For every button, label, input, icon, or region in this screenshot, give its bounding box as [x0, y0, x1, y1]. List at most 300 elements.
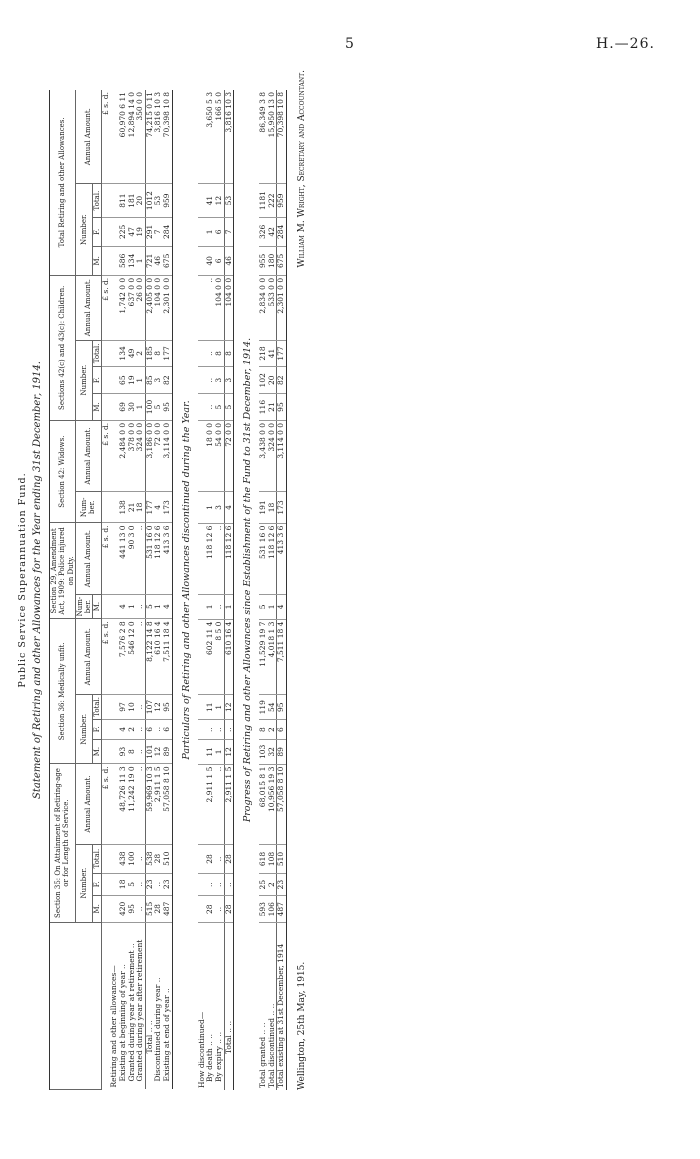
header-number: Number. — [75, 695, 92, 764]
table-cell: 593 — [259, 896, 268, 923]
table-cell: 53 — [154, 184, 163, 217]
table-cell: .. — [136, 844, 145, 873]
money-units: £ s. d. — [101, 275, 110, 340]
header-number: Num-ber. — [75, 594, 92, 619]
table-cell: 11 — [206, 695, 215, 720]
table-cell: 12 — [224, 695, 234, 720]
table-cell: 3,114 0 0 — [277, 420, 287, 491]
table-cell: 510 — [277, 844, 287, 873]
table-cell: 5 — [224, 394, 234, 421]
table-cell: 2,911 1 5 — [206, 764, 215, 844]
table-cell: 46 — [224, 246, 234, 275]
table-cell: .. — [154, 719, 163, 739]
table-cell: .. — [215, 595, 224, 620]
table-cell: 12 — [215, 184, 224, 217]
table-cell: 18 0 0 — [206, 420, 215, 491]
header-annual-amount: Annual Amount. — [75, 90, 101, 184]
header-m: M. — [92, 739, 101, 764]
table-cell: .. — [206, 367, 215, 394]
table-cell: .. — [206, 874, 215, 896]
table-row — [154, 90, 163, 1090]
row-label: Total .. .. — [145, 922, 154, 1089]
table-cell: .. — [215, 523, 224, 594]
table-cell: 177 — [163, 340, 172, 367]
table-cell: 104 0 0 — [224, 275, 234, 340]
table-cell: .. — [206, 275, 215, 340]
table-cell: 59,969 10 3 — [145, 764, 154, 844]
table-cell: 3,650 5 3 — [206, 90, 215, 184]
table-cell: 3 — [215, 367, 224, 394]
table-row — [163, 90, 172, 1090]
table-cell: 291 — [145, 217, 154, 246]
table-row — [145, 90, 154, 1090]
table-cell: 85 — [145, 367, 154, 394]
table-cell: 53 — [224, 184, 234, 217]
table-cell: 89 — [277, 740, 287, 765]
table-cell: 2,405 0 0 — [145, 275, 154, 340]
table-cell: 218 — [259, 340, 268, 367]
table-cell: 90 3 0 — [128, 523, 137, 594]
table-cell: 82 — [277, 367, 287, 394]
table-cell: 48,726 11 3 — [119, 764, 128, 844]
table-cell: 959 — [277, 184, 287, 217]
header-total: Total. — [92, 695, 101, 720]
money-units: £ s. d. — [101, 764, 110, 844]
table-cell: 74,215 0 11 — [145, 90, 154, 184]
header-total-allowances: Total Retiring and other Allowances. — [50, 90, 75, 275]
header-annual-amount: Annual Amount. — [75, 764, 101, 844]
row-label: Granted during year after retirement — [135, 939, 145, 1082]
row-label: Existing at end of year .. — [163, 922, 172, 1089]
table-cell: 18 — [136, 492, 145, 523]
header-total: Total. — [92, 340, 101, 367]
table-cell: 8 — [128, 739, 137, 764]
table-cell: 95 — [277, 695, 287, 720]
table-cell: 68,015 8 1 — [259, 764, 268, 844]
table-cell: 70,398 10 8 — [163, 90, 172, 184]
table-row — [215, 90, 224, 1090]
discontinued-table — [198, 90, 235, 1090]
table-cell: .. — [215, 720, 224, 740]
table-cell: 134 — [128, 246, 137, 275]
table-cell: 3 — [154, 367, 163, 394]
table-row — [136, 90, 145, 1090]
table-cell: 20 — [268, 367, 277, 394]
table-cell: 413 3 6 — [163, 523, 172, 594]
table-cell: 2 — [268, 720, 277, 740]
table-cell: 1,742 0 0 — [119, 275, 128, 340]
table-cell — [198, 275, 207, 340]
table-cell: 441 13 0 — [119, 523, 128, 594]
header-section-42c-43c: Sections 42(c) and 43(c): Children. — [50, 275, 75, 420]
table-cell: 95 — [128, 895, 137, 922]
header-annual-amount: Annual Amount. — [75, 420, 101, 491]
progress-table — [259, 90, 287, 1090]
table-cell: 6 — [215, 217, 224, 246]
table-cell: 118 12 6 — [206, 523, 215, 594]
table-cell: 12 — [154, 695, 163, 720]
table-cell: 65 — [119, 367, 128, 394]
row-label: Retiring and other allowances— — [109, 965, 119, 1088]
table-cell: 118 12 6 — [224, 523, 234, 594]
table-cell: .. — [136, 619, 145, 695]
header-f: F. — [92, 367, 101, 394]
header-annual-amount: Annual Amount. — [75, 523, 101, 594]
table-cell: 5 — [154, 394, 163, 421]
table-row — [259, 90, 268, 1090]
table-cell: 675 — [163, 246, 172, 275]
table-cell: 10,956 19 3 — [268, 764, 277, 844]
table-row — [206, 90, 215, 1090]
table-row — [268, 90, 277, 1090]
table-cell: 8 — [224, 340, 234, 367]
table-cell: 4 — [119, 719, 128, 739]
table-cell: 324 0 0 — [136, 420, 145, 491]
table-cell: 42 — [268, 217, 277, 246]
table-cell: .. — [136, 873, 145, 895]
money-units: £ s. d. — [101, 523, 110, 594]
table-cell: 40 — [206, 246, 215, 275]
table-cell: 1 — [206, 595, 215, 620]
table-cell: 610 16 4 — [224, 619, 234, 695]
table-row — [198, 90, 207, 1090]
row-label: Existing at beginning of year .. — [117, 964, 127, 1082]
table-cell: 173 — [277, 492, 287, 523]
table-cell: 6 — [277, 720, 287, 740]
table-cell: 531 16 0 — [145, 523, 154, 594]
table-cell: 7,576 2 8 — [119, 619, 128, 695]
label-header — [50, 922, 101, 1089]
table-cell: .. — [206, 720, 215, 740]
table-cell: 284 — [277, 217, 287, 246]
table-cell: .. — [136, 895, 145, 922]
table-cell: 28 — [224, 896, 234, 923]
row-label: Total granted .. .. — [258, 1022, 268, 1088]
table-cell: 41 — [268, 340, 277, 367]
header-section-29: Section 29, Amendment Act, 1909: Police injured on Duty. — [50, 523, 75, 619]
progress-rows — [259, 90, 286, 1090]
discontinued-rows — [198, 90, 234, 1090]
table-cell: 30 — [128, 394, 137, 421]
table-cell: 586 — [119, 246, 128, 275]
row-label: Total discontinued .. .. — [266, 1003, 276, 1088]
table-cell: 19 — [136, 217, 145, 246]
row-label: How discontinued— — [196, 1011, 206, 1088]
table-cell: 533 0 0 — [268, 275, 277, 340]
table-cell: 7,511 18 4 — [163, 619, 172, 695]
table-cell: 10 — [128, 695, 137, 720]
rotated-document — [18, 70, 618, 1090]
allowances-table — [49, 90, 172, 1090]
table-cell: 104 0 0 — [154, 275, 163, 340]
table-cell: 2 — [128, 719, 137, 739]
table-cell: 11,529 19 7 — [259, 619, 268, 695]
table-cell: .. — [136, 719, 145, 739]
progress-section-title: Progress of Retiring and other Allowances since Establishment of the Fund to 31st December, 1914. — [242, 337, 254, 823]
table-cell: 185 — [145, 340, 154, 367]
row-label: Total .. .. — [224, 923, 234, 1090]
table-cell: 420 — [119, 895, 128, 922]
table-cell: 2,911 1 5 — [154, 764, 163, 844]
table-cell: 97 — [119, 695, 128, 720]
table-cell: 2 — [268, 874, 277, 896]
table-cell: 5 — [215, 394, 224, 421]
header-m: M. — [92, 895, 101, 922]
table-cell: 2 — [136, 340, 145, 367]
table-cell: 284 — [163, 217, 172, 246]
table-cell: 8 5 0 — [215, 619, 224, 695]
money-units: £ s. d. — [101, 90, 110, 184]
table-cell: 959 — [163, 184, 172, 217]
table-cell: 811 — [119, 184, 128, 217]
header-m: M. — [92, 246, 101, 275]
table-cell: 100 — [128, 844, 137, 873]
table-cell: 3,816 10 3 — [224, 90, 234, 184]
table-cell: 103 — [259, 740, 268, 765]
document-heading: Public Service Superannuation Fund. — [17, 472, 28, 688]
table-cell: 18 — [119, 873, 128, 895]
table-cell: 721 — [145, 246, 154, 275]
table-cell: 2,834 0 0 — [259, 275, 268, 340]
table-cell: 5 — [259, 595, 268, 620]
table-cell: 12 — [154, 739, 163, 764]
table-cell: .. — [215, 874, 224, 896]
table-cell: 28 — [206, 896, 215, 923]
table-cell: 6 — [215, 246, 224, 275]
table-cell: 28 — [154, 895, 163, 922]
table-cell: 3,186 0 0 — [145, 420, 154, 491]
table-cell: 324 0 0 — [268, 420, 277, 491]
table-cell: 191 — [259, 492, 268, 523]
table-cell: 487 — [163, 895, 172, 922]
table-cell: 8 — [215, 340, 224, 367]
table-cell: 7 — [224, 217, 234, 246]
header-m: M. — [92, 594, 101, 619]
table-cell: 70,398 10 8 — [277, 90, 287, 184]
header-f: F. — [92, 873, 101, 895]
table-cell: 1 — [224, 595, 234, 620]
table-cell: 675 — [277, 246, 287, 275]
table-cell: 6 — [163, 719, 172, 739]
table-cell: 60,970 6 11 — [119, 90, 128, 184]
table-cell: 173 — [163, 492, 172, 523]
table-cell: 225 — [119, 217, 128, 246]
table-cell: 18 — [268, 492, 277, 523]
row-label: By death .. .. — [205, 1034, 215, 1082]
table-cell: .. — [206, 340, 215, 367]
table-cell: .. — [154, 873, 163, 895]
table-cell: 4,018 1 3 — [268, 619, 277, 695]
header-annual-amount: Annual Amount. — [75, 619, 101, 695]
table-cell: 19 — [128, 367, 137, 394]
header-number: Number. — [75, 184, 92, 275]
table-cell: 1 — [128, 594, 137, 619]
table-cell: 4 — [277, 595, 287, 620]
table-cell: 28 — [206, 844, 215, 873]
table-cell: 618 — [259, 844, 268, 873]
table-cell: .. — [215, 764, 224, 844]
table-cell: 6 — [145, 719, 154, 739]
money-units: £ s. d. — [101, 420, 110, 491]
signature: William M. Wright, Secretary and Accountant. — [296, 70, 307, 268]
table-row — [277, 90, 287, 1090]
table-cell: 378 0 0 — [128, 420, 137, 491]
table-cell: 1 — [215, 695, 224, 720]
statement-rows — [110, 90, 172, 1090]
header-section-42: Section 42: Widows. — [50, 420, 75, 523]
table-cell: 2,911 1 5 — [224, 764, 234, 844]
table-cell: 46 — [154, 246, 163, 275]
document-subheading: Statement of Retiring and other Allowances for the Year ending 31st December, 1914. — [31, 361, 43, 799]
discontinued-section-title: Particulars of Retiring and other Allowances discontinued during the Year. — [180, 400, 192, 760]
table-cell: 4 — [154, 492, 163, 523]
table-cell: 32 — [268, 740, 277, 765]
table-cell: 21 — [128, 492, 137, 523]
table-cell: 41 — [206, 184, 215, 217]
table-cell: 350 0 0 — [136, 90, 145, 184]
table-cell: 89 — [163, 739, 172, 764]
table-cell: 104 0 0 — [215, 275, 224, 340]
header-section-36: Section 36: Medically unfit. — [50, 619, 75, 764]
table-cell: 28 — [154, 844, 163, 873]
table-cell: 86,349 3 8 — [259, 90, 268, 184]
table-cell: 3,816 10 3 — [154, 90, 163, 184]
table-cell: 54 0 0 — [215, 420, 224, 491]
table-row — [110, 90, 119, 1090]
header-number: Num-ber. — [75, 492, 101, 523]
money-units: £ s. d. — [101, 619, 110, 695]
table-cell: 602 11 4 — [206, 619, 215, 695]
table-cell: 23 — [145, 873, 154, 895]
table-cell: .. — [206, 394, 215, 421]
table-cell: 326 — [259, 217, 268, 246]
table-cell: 95 — [277, 394, 287, 421]
table-cell: 49 — [128, 340, 137, 367]
table-cell: 25 — [259, 874, 268, 896]
table-cell: 11,242 19 0 — [128, 764, 137, 844]
table-cell: 95 — [163, 394, 172, 421]
table-cell: 4 — [119, 594, 128, 619]
header-f: F. — [92, 719, 101, 739]
table-cell: 180 — [268, 246, 277, 275]
place-and-date: Wellington, 25th May, 1915. — [296, 961, 307, 1090]
table-cell: 102 — [259, 367, 268, 394]
table-cell: 1 — [136, 394, 145, 421]
row-label: By expiry .. .. — [213, 1031, 223, 1082]
row-label: Granted during year at retirement .. — [126, 943, 136, 1082]
table-cell: 15,950 13 0 — [268, 90, 277, 184]
table-cell: 222 — [268, 184, 277, 217]
table-cell: 23 — [277, 874, 287, 896]
table-cell: 12 — [224, 740, 234, 765]
header-number: Number. — [75, 340, 92, 420]
table-cell: 1 — [215, 740, 224, 765]
table-cell: 3 — [215, 492, 224, 523]
table-cell: .. — [224, 720, 234, 740]
table-cell: 72 0 0 — [154, 420, 163, 491]
table-cell: 138 — [119, 492, 128, 523]
table-cell: 11 — [206, 740, 215, 765]
table-cell: 106 — [268, 896, 277, 923]
header-m: M. — [92, 394, 101, 421]
table-cell: .. — [136, 523, 145, 594]
table-cell: 57,058 8 10 — [277, 764, 287, 844]
table-cell: 637 0 0 — [128, 275, 137, 340]
table-cell: 1181 — [259, 184, 268, 217]
table-cell: 95 — [163, 695, 172, 720]
table-cell: 3 — [224, 367, 234, 394]
header-annual-amount: Annual Amount. — [75, 275, 101, 340]
table-cell: .. — [136, 695, 145, 720]
table-cell: 166 5 0 — [215, 90, 224, 184]
table-cell: 4 — [163, 594, 172, 619]
table-cell: 69 — [119, 394, 128, 421]
table-row — [119, 90, 128, 1090]
table-cell: 93 — [119, 739, 128, 764]
table-cell: 118 12 6 — [268, 523, 277, 594]
table-cell: 955 — [259, 246, 268, 275]
table-cell: 2,301 0 0 — [277, 275, 287, 340]
table-cell: 82 — [163, 367, 172, 394]
table-cell: 1 — [206, 217, 215, 246]
table-cell: 23 — [163, 873, 172, 895]
table-cell: 1 — [268, 595, 277, 620]
header-total: Total. — [92, 184, 101, 217]
table-cell: 5 — [128, 873, 137, 895]
table-cell: 7 — [154, 217, 163, 246]
page-number: 5 — [345, 36, 354, 52]
page-reference: H.—26. — [596, 36, 655, 52]
table-cell: 108 — [268, 844, 277, 873]
table-cell: 2,301 0 0 — [163, 275, 172, 340]
table-cell: 3,438 0 0 — [259, 420, 268, 491]
table-cell: 7,511 18 4 — [277, 619, 287, 695]
table-cell: 181 — [128, 184, 137, 217]
table-cell: 54 — [268, 695, 277, 720]
table-cell: 12,894 14 0 — [128, 90, 137, 184]
header-total: Total. — [92, 844, 101, 873]
table-cell: .. — [224, 874, 234, 896]
table-cell: 118 12 6 — [154, 523, 163, 594]
table-cell: .. — [136, 594, 145, 619]
table-cell: 57,058 8 10 — [163, 764, 172, 844]
table-cell: 101 — [145, 739, 154, 764]
table-cell: 47 — [128, 217, 137, 246]
table-cell: 3,114 0 0 — [163, 420, 172, 491]
table-cell: 177 — [145, 492, 154, 523]
table-cell: .. — [136, 739, 145, 764]
table-cell: .. — [215, 896, 224, 923]
table-cell: 438 — [119, 844, 128, 873]
table-cell: 413 3 6 — [277, 523, 287, 594]
table-cell: 119 — [259, 695, 268, 720]
table-cell: 72 0 0 — [224, 420, 234, 491]
table-cell: 531 16 0 — [259, 523, 268, 594]
table-cell: 4 — [224, 492, 234, 523]
table-cell: 510 — [163, 844, 172, 873]
table-cell: 2,484 0 0 — [119, 420, 128, 491]
table-cell: 5 — [145, 594, 154, 619]
table-cell: 1 — [206, 492, 215, 523]
table-cell: .. — [136, 764, 145, 844]
header-f: F. — [92, 217, 101, 246]
table-cell: 134 — [119, 340, 128, 367]
table-cell: 116 — [259, 394, 268, 421]
table-cell: 28 — [224, 844, 234, 873]
table-cell: 8,122 14 8 — [145, 619, 154, 695]
table-cell: 487 — [277, 896, 287, 923]
table-cell: .. — [215, 844, 224, 873]
